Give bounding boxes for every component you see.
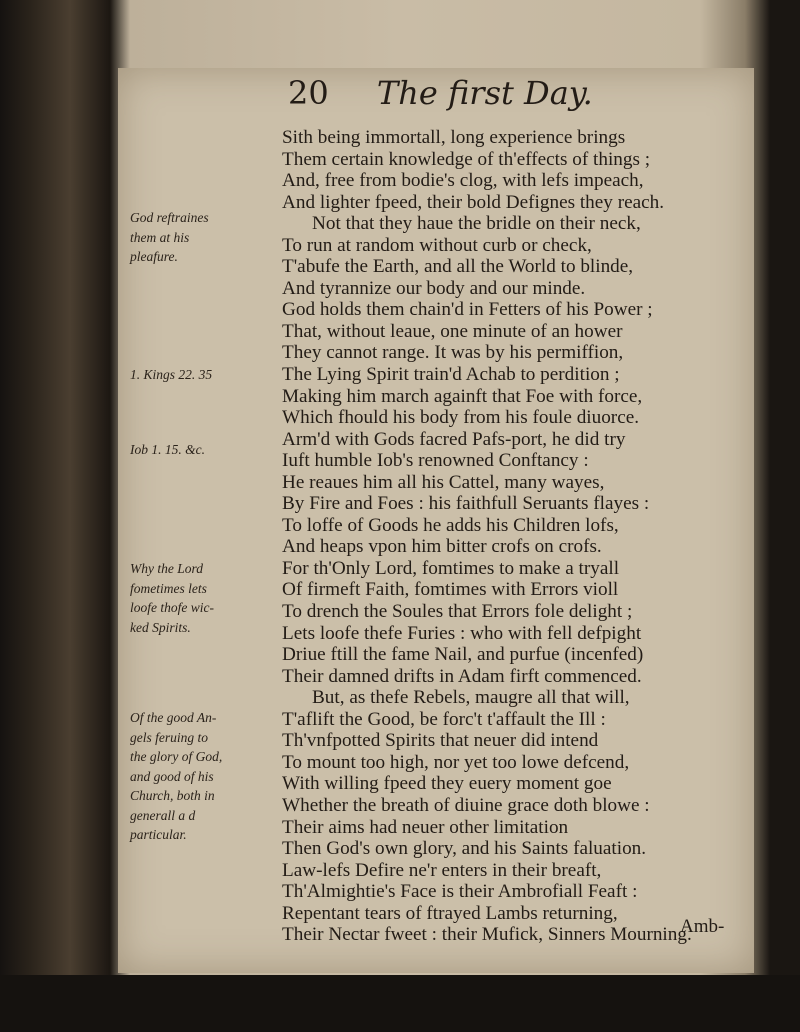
margin-note-good-angels xyxy=(130,708,222,845)
margin-note-line: loofe thofe wic- xyxy=(130,600,214,615)
verse-line: Whether the breath of diuine grace doth blowe : xyxy=(282,794,650,816)
verse-line: They cannot range. It was by his permiffion, xyxy=(282,342,624,364)
verse-line: Which fhould his body from his foule diuorce. xyxy=(282,407,640,429)
verse-line: T'abufe the Earth, and all the World to blinde, xyxy=(282,256,634,278)
margin-note-line: generall a d xyxy=(130,807,196,823)
verse-line: Law-lefs Defire ne'r enters in their breaft, xyxy=(282,859,602,881)
verse-line: And lighter fpeed, their bold Defignes they reach. xyxy=(282,191,665,213)
verse-line: Then God's own glory, and his Saints faluation. xyxy=(282,838,647,860)
margin-note-line: ked Spirits. xyxy=(130,619,191,635)
margin-note-line: 1. Kings 22. 35 xyxy=(130,367,213,382)
verse-line: And tyrannize our body and our minde. xyxy=(282,277,586,299)
margin-note-line: fometimes lets xyxy=(130,580,207,596)
verse-line: By Fire and Foes : his faithfull Seruants flayes : xyxy=(282,493,650,515)
verse-line: Their Nectar fweet : their Mufick, Sinners Mourning. xyxy=(282,924,692,946)
margin-note-kings xyxy=(130,365,212,385)
margin-note-line: Why the Lord xyxy=(130,561,203,576)
margin-note-line: particular. xyxy=(130,827,187,842)
margin-note-line: Church, both in xyxy=(130,788,215,803)
verse-line: Th'vnfpotted Spirits that neuer did intend xyxy=(282,730,599,752)
verse-line: Not that they haue the bridle on their neck, xyxy=(312,213,641,235)
margin-note-line: pleafure. xyxy=(130,249,178,264)
verse-line: To loffe of Goods he adds his Children lofs, xyxy=(282,514,619,536)
margin-note-line: Of the good An- xyxy=(130,710,217,725)
verse-line: He reaues him all his Cattel, many wayes, xyxy=(282,471,605,493)
margin-note-job xyxy=(130,440,205,460)
page-number: 20 xyxy=(288,74,329,112)
verse-line: With willing fpeed they euery moment goe xyxy=(282,773,612,795)
page-header xyxy=(288,74,593,112)
verse-line: And heaps vpon him bitter crofs on crofs. xyxy=(282,536,602,558)
verse-line: That, without leaue, one minute of an hower xyxy=(282,320,623,342)
verse-line: To run at random without curb or check, xyxy=(282,234,592,256)
verse-line: To mount too high, nor yet too lowe defcend, xyxy=(282,751,630,773)
margin-note-line: the glory of God, xyxy=(130,749,223,764)
verse-line: But, as thefe Rebels, maugre all that will, xyxy=(312,687,630,709)
verse-line: Repentant tears of ftrayed Lambs returning, xyxy=(282,902,618,924)
verse-line: T'aflift the Good, be forc't t'affault the Ill : xyxy=(282,708,606,730)
margin-note-line: God reftraines xyxy=(130,210,209,225)
margin-note-line: gels feruing to xyxy=(130,729,208,745)
margin-note-line: Iob 1. 15. &c. xyxy=(130,442,205,457)
margin-note-line: and good of his xyxy=(130,768,214,784)
margin-note-why-the-lord xyxy=(130,559,214,637)
verse-line: For th'Only Lord, fomtimes to make a tryall xyxy=(282,557,620,579)
verse-line: Their aims had neuer other limitation xyxy=(282,816,569,838)
verse-line: Th'Almightie's Face is their Ambrofiall Feaft : xyxy=(282,881,638,903)
margin-note-line: them at his xyxy=(130,229,190,245)
verse-line: Making him march againft that Foe with force, xyxy=(282,385,643,407)
verse-line: To drench the Soules that Errors fole delight ; xyxy=(282,601,633,623)
verse-line: Of firmeft Faith, fomtimes with Errors violl xyxy=(282,579,619,601)
verse-line: Driue ftill the fame Nail, and purfue (incenfed) xyxy=(282,644,644,666)
verse-line: Their damned drifts in Adam firft commenced. xyxy=(282,665,642,687)
verse-line: Sith being immortall, long experience brings xyxy=(282,127,626,148)
verse-line: Arm'd with Gods facred Pafs-port, he did try xyxy=(282,428,626,450)
verse-line: And, free from bodie's clog, with lefs impeach, xyxy=(282,170,644,192)
verse-body xyxy=(282,127,692,946)
catchword: Amb- xyxy=(680,916,725,937)
verse-line: Them certain knowledge of th'effects of things ; xyxy=(282,148,651,170)
verse-line: Iuft humble Iob's renowned Conftancy : xyxy=(282,450,589,472)
margin-note-god-restraines xyxy=(130,208,209,267)
running-title: The first Day. xyxy=(376,74,593,112)
verse-line: Lets loofe thefe Furies : who with fell defpight xyxy=(282,622,642,644)
verse-line: The Lying Spirit train'd Achab to perdition ; xyxy=(282,364,620,386)
verse-line: God holds them chain'd in Fetters of his Power ; xyxy=(282,299,653,321)
scanner-background xyxy=(0,975,800,1032)
